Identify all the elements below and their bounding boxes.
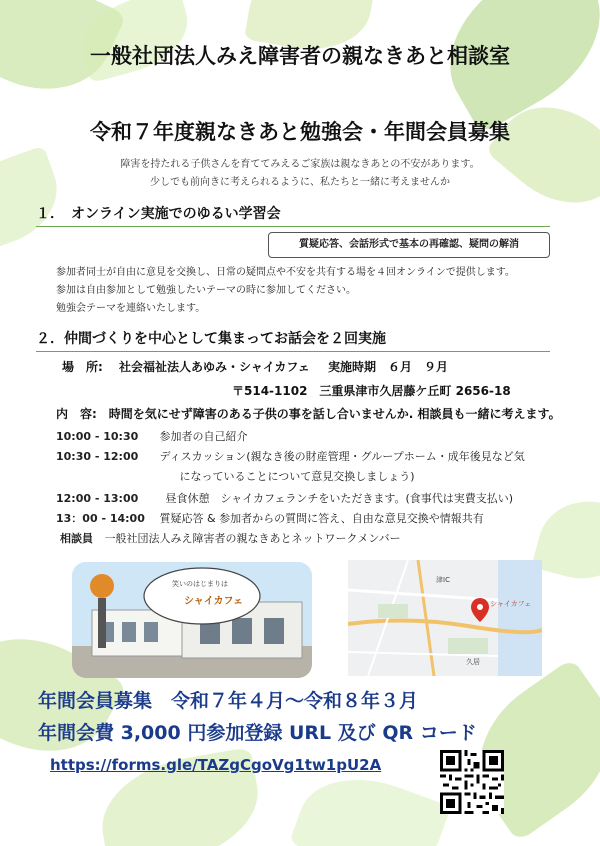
body-line: 参加者同士が自由に意見を交換し、日常の疑問点や不安を共有する場を４回オンラインで提供します。 [56, 267, 515, 278]
intro-line: 障害を持たれる子供さんを育ててみえるご家族は親なきあとの不安があります。 [120, 159, 480, 170]
schedule-row [56, 510, 484, 526]
location-map[interactable] [348, 560, 542, 676]
schedule-time: 10:00 - 10:30 [56, 430, 139, 443]
intro-text [0, 156, 600, 192]
qr-code[interactable] [440, 750, 504, 814]
event-title: 令和７年度親なきあと勉強会・年間会員募集 [90, 120, 510, 144]
venue-text: 場 所: 社会福祉法人あゆみ・シャイカフェ [62, 360, 310, 374]
venue-line [62, 358, 448, 375]
section1-callout: 質疑応答、会話形式で基本の再確認、疑問の解消 [268, 232, 550, 258]
schedule-row [56, 490, 513, 506]
schedule-text: 参加者の自己紹介 [159, 430, 248, 443]
period-text: 実施時期 ６月 ９月 [327, 360, 448, 374]
schedule-time: 12:00 - 13:00 [56, 492, 139, 505]
address-text: 〒514-1102 三重県津市久居藤ケ丘町 2656-18 [232, 384, 511, 398]
schedule-time: 10:30 - 12:00 [56, 450, 139, 463]
schedule-text: 昼食休憩 シャイカフェランチをいただきます。(食事代は実費支払い) [165, 492, 514, 505]
consultant-label: 相談員 [60, 532, 93, 545]
cafe-bubble-text: 笑いのはじまりは [172, 580, 228, 588]
body-line: 参加は自由参加として勉強したいテーマの時に参加してください。 [56, 285, 356, 296]
consultant-text: 一般社団法人みえ障害者の親なきあとネットワークメンバー [104, 532, 401, 545]
schedule-text: ディスカッション(親なき後の財産管理・グループホーム・成年後見など気 [159, 450, 525, 463]
membership-fee: 年間会費 3,000 円参加登録 URL 及び QR コード [38, 722, 477, 744]
schedule-time: 13：00 - 14:00 [56, 512, 145, 525]
body-line: 勉強会テーマを連絡いたします。 [56, 303, 206, 314]
schedule-row [56, 448, 525, 464]
membership-period: 年間会員募集 令和７年４月～令和８年３月 [38, 690, 419, 712]
cafe-sign-text: シャイカフェ [184, 596, 243, 607]
consultant-line [60, 530, 401, 546]
section2-heading: ２．仲間づくりを中心として集まってお話会を２回実施 [36, 328, 550, 352]
section1-body [56, 264, 576, 318]
map-road-label: 津IC [436, 576, 450, 584]
map-station-label: 久居 [466, 658, 480, 666]
schedule-text: になっていることについて意見交換しましょう) [179, 470, 415, 483]
intro-line: 少しでも前向きに考えられるように、私たちと一緒に考えませんか [150, 177, 450, 188]
schedule-text: 質疑応答 & 参加者からの質問に答え、自由な意見交換や情報共有 [159, 512, 484, 525]
org-title: 一般社団法人みえ障害者の親なきあと相談室 [90, 44, 510, 68]
map-cafe-label: シャイカフェ [490, 600, 532, 608]
schedule-row [56, 468, 415, 484]
cafe-photo [72, 562, 312, 678]
section1-heading: １． オンライン実施でのゆるい学習会 [36, 203, 550, 227]
registration-link[interactable]: https://forms.gle/TAZgCgoVg1tw1pU2A [50, 756, 382, 774]
schedule-row [56, 428, 248, 444]
content-text: 内 容: 時間を気にせず障害のある子供の事を話し合いませんか. 相談員も一緒に考えます。 [56, 407, 561, 421]
